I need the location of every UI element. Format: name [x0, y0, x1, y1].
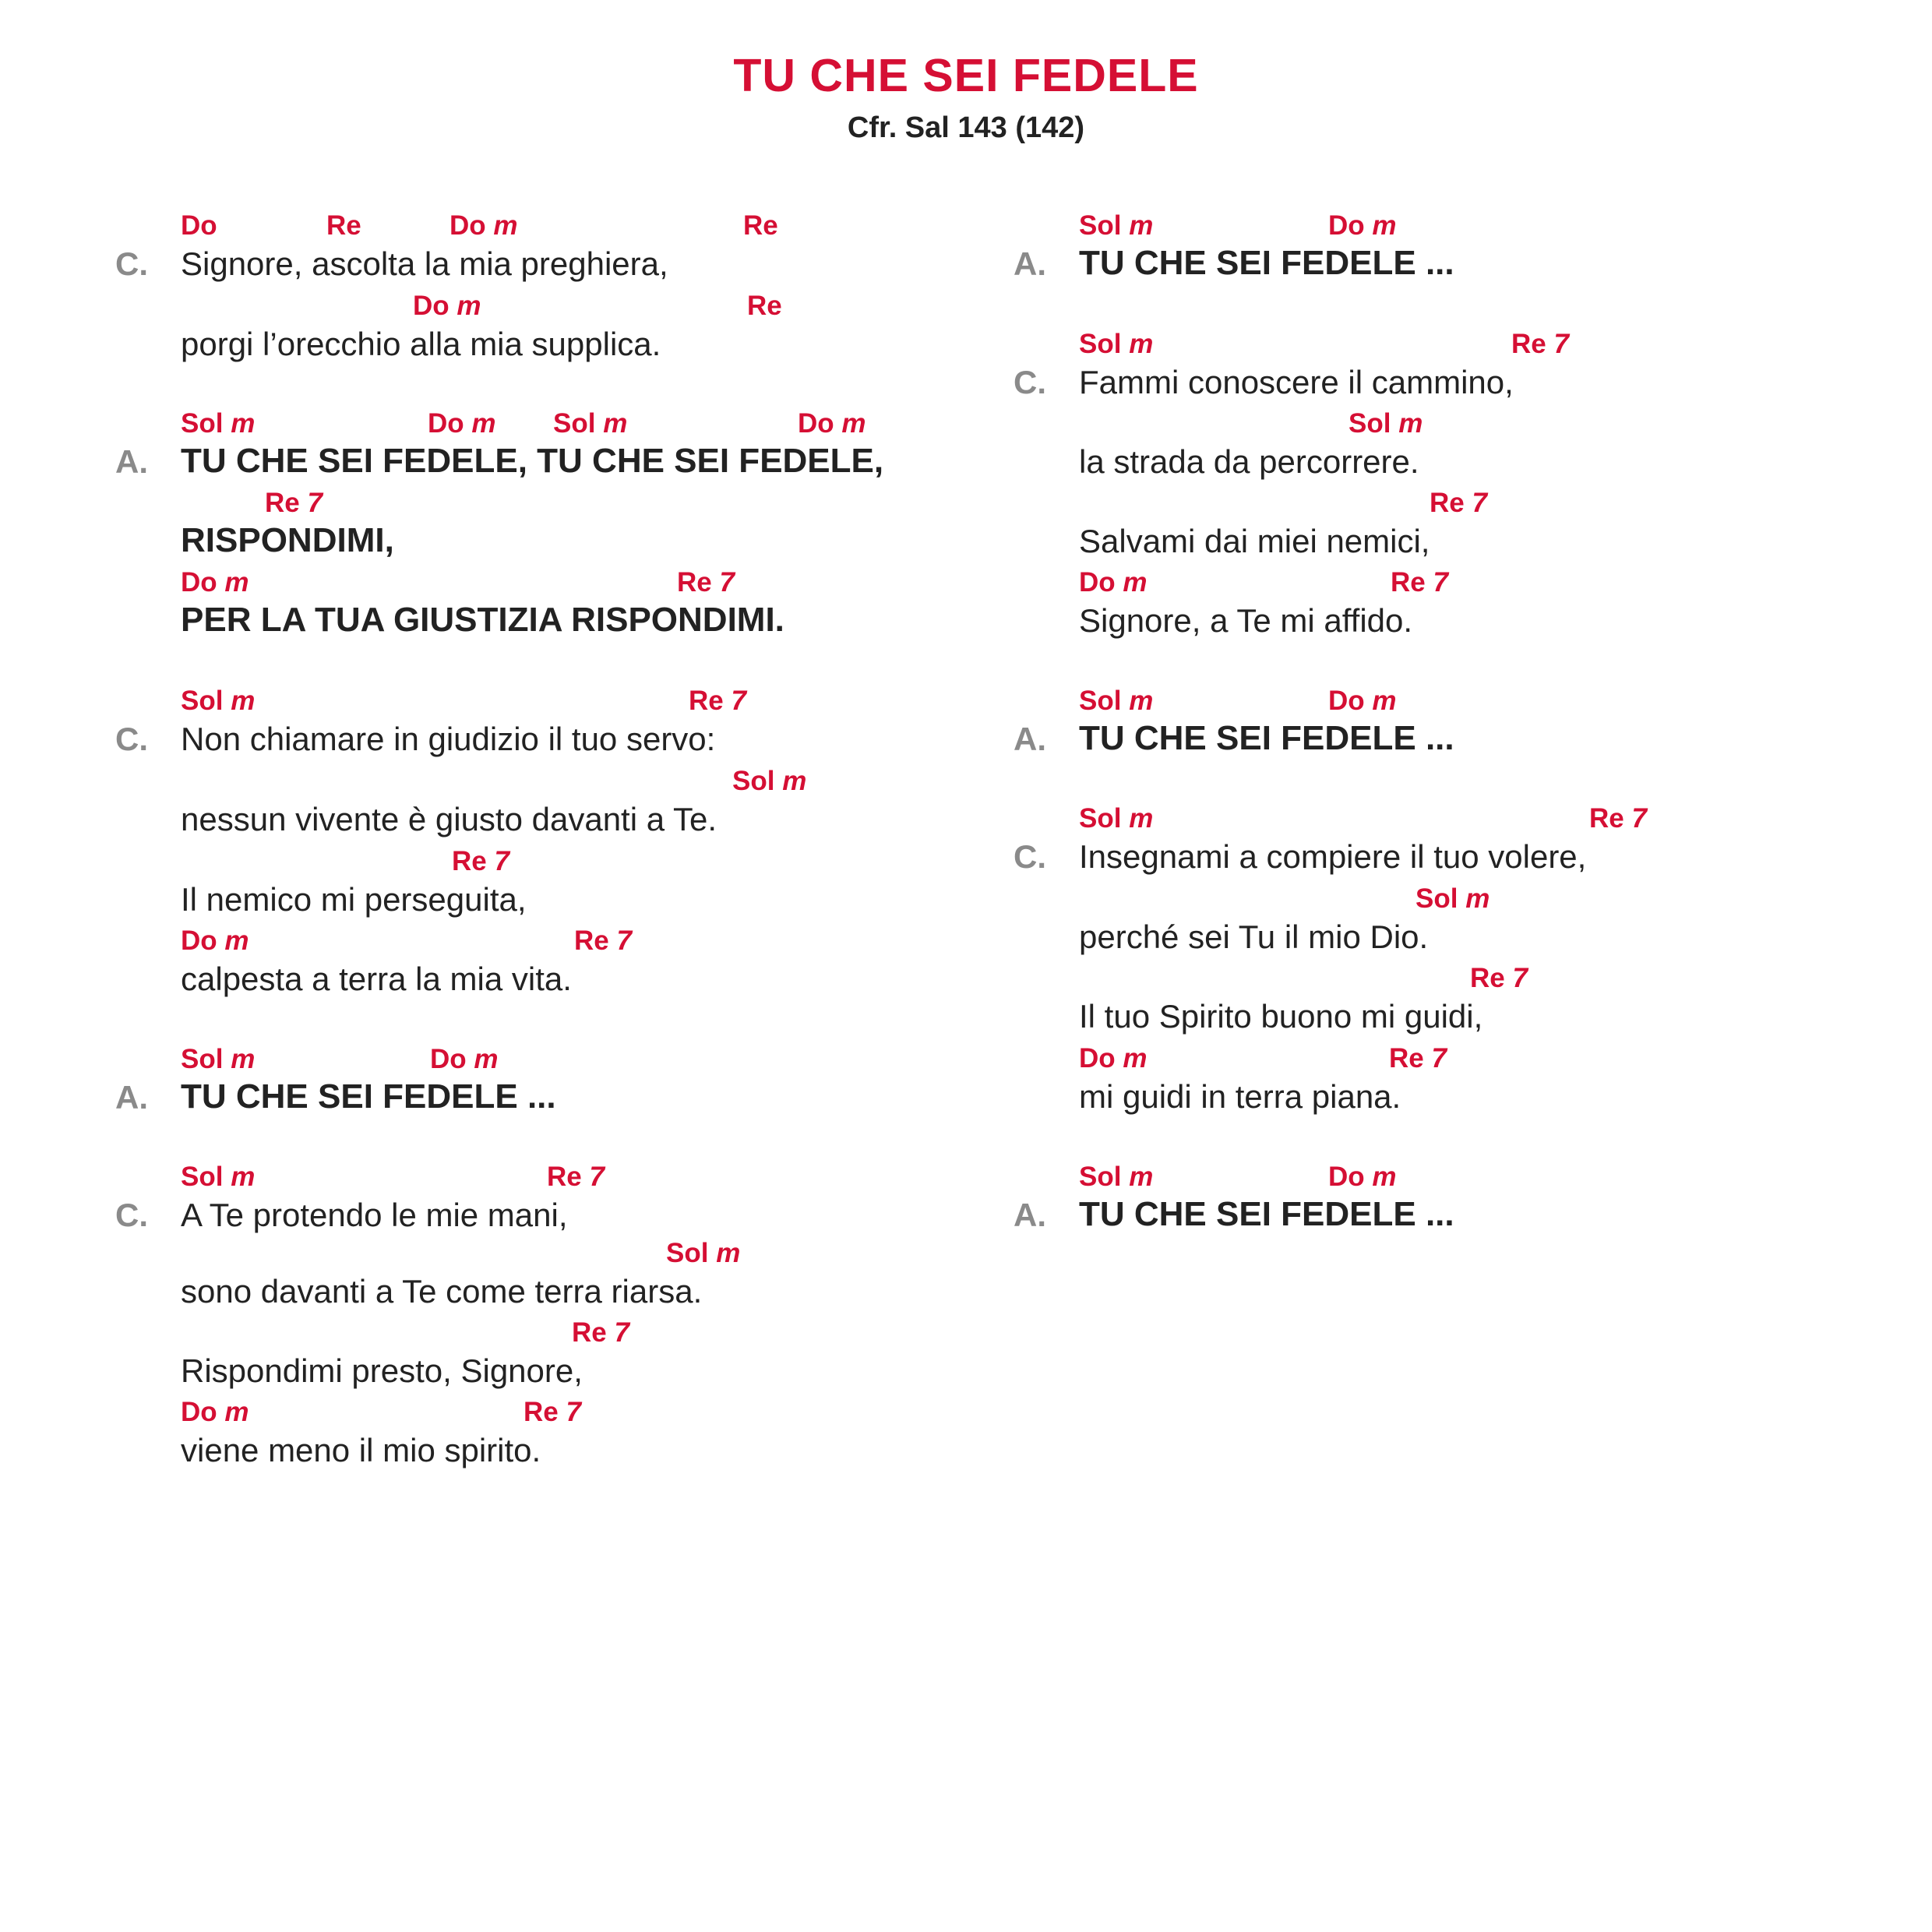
chord-quality: m	[231, 408, 256, 439]
refrain-line	[1014, 686, 1932, 757]
role-marker: A.	[115, 1079, 148, 1116]
chord-root: Re	[747, 291, 782, 321]
verse-line	[181, 1239, 1038, 1308]
lyric-text: TU CHE SEI FEDELE ...	[181, 1077, 556, 1116]
lyric-text: Il tuo Spirito buono mi guidi,	[1079, 998, 1483, 1035]
chord-quality: m	[231, 1162, 256, 1192]
chord-quality: m	[1129, 1162, 1154, 1192]
chord-root: Do	[413, 291, 450, 321]
chord-root: Do	[181, 210, 217, 241]
chord-label	[574, 927, 632, 954]
lyric-text: Signore, a Te mi affido.	[1079, 602, 1413, 639]
chord-quality: 7	[614, 1317, 629, 1348]
chord-quality: m	[603, 408, 628, 439]
chord-label	[1079, 569, 1148, 596]
chord-quality: 7	[1631, 803, 1647, 834]
chord-quality: m	[1465, 883, 1490, 914]
chord-root: Sol	[1079, 210, 1122, 241]
chord-label	[1328, 212, 1397, 239]
refrain-line	[115, 408, 1038, 480]
lyric-text: nessun vivente è giusto davanti a Te.	[181, 801, 717, 837]
chord-quality: m	[474, 1044, 499, 1074]
verse-line	[1079, 885, 1932, 954]
chord-label	[452, 848, 509, 875]
lyric-text: calpesta a terra la mia vita.	[181, 961, 572, 997]
chord-label	[181, 1045, 255, 1073]
chord-root: Sol	[553, 408, 596, 439]
chord-quality: 7	[566, 1397, 581, 1427]
chord-root: Do	[181, 567, 217, 598]
chord-label	[689, 687, 746, 714]
chord-label	[1470, 964, 1528, 992]
chord-root: Sol	[181, 686, 224, 716]
lyric-text: viene meno il mio spirito.	[181, 1432, 541, 1468]
song-title: TU CHE SEI FEDELE	[733, 50, 1199, 101]
chord-label	[1079, 212, 1153, 239]
chord-root: Sol	[732, 766, 775, 796]
lyric-text: sono davanti a Te come terra riarsa.	[181, 1273, 703, 1310]
chord-label	[1430, 489, 1487, 516]
chord-root: Sol	[181, 408, 224, 439]
lyric-text: Insegnami a compiere il tuo volere,	[1079, 838, 1587, 875]
lyric-text: la strada da percorrere.	[1079, 443, 1419, 480]
chord-root: Re	[743, 210, 778, 241]
verse-line	[1079, 569, 1932, 637]
lyric-text: PER LA TUA GIUSTIZIA RISPONDIMI.	[181, 601, 784, 639]
chord-root: Do	[430, 1044, 467, 1074]
chord-root: Re	[574, 925, 609, 956]
chord-root: Do	[181, 1397, 217, 1427]
lyric-text: perché sei Tu il mio Dio.	[1079, 918, 1429, 955]
chord-root: Re	[572, 1317, 607, 1348]
chord-label	[1328, 1163, 1397, 1190]
chord-label	[553, 410, 627, 437]
chord-root: Re	[689, 686, 724, 716]
refrain-line	[181, 569, 1038, 637]
chord-quality: m	[1372, 210, 1397, 241]
chord-root: Sol	[1079, 686, 1122, 716]
chord-root: Do	[798, 408, 834, 439]
chord-quality: m	[224, 925, 249, 956]
chord-root: Re	[1389, 1043, 1424, 1074]
chord-root: Do	[181, 925, 217, 956]
chord-quality: m	[224, 567, 249, 598]
role-marker: C.	[1014, 838, 1046, 875]
verse-line	[181, 767, 1038, 836]
chord-quality: m	[782, 766, 807, 796]
chord-root: Sol	[181, 1044, 224, 1074]
verse-line	[115, 1162, 1038, 1233]
chord-root: Re	[326, 210, 361, 241]
chord-quality: m	[471, 408, 496, 439]
chord-quality: m	[493, 210, 518, 241]
chord-root: Do	[1079, 1043, 1116, 1074]
chord-label	[798, 410, 866, 437]
chord-label	[181, 927, 249, 954]
lyric-text: TU CHE SEI FEDELE ...	[1079, 1195, 1454, 1233]
verse-line	[181, 292, 1038, 361]
chord-label	[1389, 1045, 1447, 1072]
verse-line	[1079, 489, 1932, 558]
chord-label	[181, 687, 255, 714]
chord-quality: m	[1129, 686, 1154, 716]
chord-label	[1589, 805, 1647, 832]
chord-label	[430, 1045, 499, 1073]
chord-label	[524, 1398, 581, 1426]
chord-quality: m	[1129, 329, 1154, 359]
chord-root: Sol	[1349, 408, 1391, 439]
chord-root: Do	[1328, 686, 1365, 716]
lyric-text: Non chiamare in giudizio il tuo servo:	[181, 721, 716, 757]
chord-quality: m	[231, 686, 256, 716]
chord-label	[572, 1319, 629, 1346]
lyric-text: Rispondimi presto, Signore,	[181, 1352, 583, 1389]
chord-root: Re	[547, 1162, 582, 1192]
chord-quality: m	[1129, 210, 1154, 241]
refrain-line	[181, 489, 1038, 558]
chord-quality: 7	[731, 686, 746, 716]
chord-quality: m	[457, 291, 481, 321]
verse-line	[1079, 410, 1932, 478]
chord-label	[1328, 687, 1397, 714]
chord-quality: 7	[1512, 963, 1528, 993]
chord-quality: m	[1372, 686, 1397, 716]
chord-root: Re	[677, 567, 712, 598]
refrain-line	[1014, 1162, 1932, 1233]
chord-root: Do	[428, 408, 464, 439]
chord-label	[1511, 330, 1569, 358]
chord-root: Re	[265, 488, 300, 518]
role-marker: C.	[115, 245, 148, 282]
chord-root: Sol	[666, 1238, 709, 1268]
chord-label	[677, 569, 735, 596]
chord-quality: m	[231, 1044, 256, 1074]
chord-quality: 7	[1553, 329, 1569, 359]
verse-line	[1079, 964, 1932, 1033]
chord-label	[1079, 1045, 1148, 1072]
chord-root: Do	[450, 210, 486, 241]
verse-line	[181, 1319, 1038, 1387]
verse-line	[181, 927, 1038, 996]
lyric-text: Il nemico mi perseguita,	[181, 881, 527, 918]
lyric-text: TU CHE SEI FEDELE ...	[1079, 244, 1454, 282]
chord-root: Re	[1470, 963, 1505, 993]
chord-quality: m	[1398, 408, 1423, 439]
lyric-text: A Te protendo le mie mani,	[181, 1197, 568, 1233]
chord-quality: m	[1372, 1162, 1397, 1192]
chord-label	[265, 489, 323, 516]
chord-label	[181, 410, 255, 437]
chord-quality: m	[1129, 803, 1154, 834]
chord-quality: m	[1123, 567, 1148, 598]
chord-root: Sol	[1079, 1162, 1122, 1192]
chord-root: Sol	[181, 1162, 224, 1192]
verse-line	[181, 1398, 1038, 1467]
chord-label	[1079, 687, 1153, 714]
refrain-line	[115, 1044, 1038, 1116]
chord-label	[732, 767, 806, 795]
chord-root: Do	[1328, 1162, 1365, 1192]
chord-quality: 7	[719, 567, 735, 598]
chord-quality: m	[716, 1238, 741, 1268]
lyric-text: Signore, ascolta la mia preghiera,	[181, 245, 668, 282]
chord-label	[1079, 805, 1153, 832]
role-marker: A.	[1014, 721, 1046, 757]
lyric-text: TU CHE SEI FEDELE, TU CHE SEI FEDELE,	[181, 442, 884, 480]
verse-line	[1014, 803, 1932, 875]
refrain-line	[1014, 210, 1932, 282]
chord-root: Re	[1511, 329, 1546, 359]
chord-quality: 7	[616, 925, 632, 956]
chord-label	[326, 212, 361, 239]
verse-line	[1079, 1045, 1932, 1113]
chord-label	[1416, 885, 1490, 912]
lyric-text: Fammi conoscere il cammino,	[1079, 364, 1514, 400]
chord-label	[743, 212, 778, 239]
lyric-text: mi guidi in terra piana.	[1079, 1078, 1401, 1115]
left-column	[115, 0, 1038, 1932]
chord-label	[1349, 410, 1423, 437]
chord-root: Re	[1391, 567, 1426, 598]
chord-root: Re	[1589, 803, 1624, 834]
role-marker: C.	[115, 721, 148, 757]
verse-line	[115, 210, 1038, 282]
role-marker: C.	[115, 1197, 148, 1233]
chord-quality: 7	[307, 488, 323, 518]
verse-line	[115, 686, 1038, 757]
chord-label	[428, 410, 496, 437]
chord-label	[547, 1163, 605, 1190]
role-marker: A.	[1014, 245, 1046, 282]
chord-quality: 7	[589, 1162, 605, 1192]
lyric-text: porgi l’orecchio alla mia supplica.	[181, 326, 661, 362]
chord-quality: 7	[494, 846, 509, 876]
lyric-text: TU CHE SEI FEDELE ...	[1079, 719, 1454, 757]
chord-label	[1391, 569, 1448, 596]
song-subtitle: Cfr. Sal 143 (142)	[847, 111, 1085, 144]
lyric-text: RISPONDIMI,	[181, 521, 394, 559]
chord-label	[181, 1163, 255, 1190]
chord-label	[666, 1239, 740, 1267]
chord-root: Sol	[1416, 883, 1458, 914]
lyric-text: Salvami dai miei nemici,	[1079, 523, 1430, 559]
chord-label	[1079, 330, 1153, 358]
chord-root: Do	[1328, 210, 1365, 241]
chord-label	[181, 1398, 249, 1426]
chord-quality: 7	[1433, 567, 1448, 598]
chord-root: Do	[1079, 567, 1116, 598]
chord-root: Sol	[1079, 329, 1122, 359]
verse-line	[1014, 329, 1932, 400]
chord-root: Re	[524, 1397, 559, 1427]
chord-root: Sol	[1079, 803, 1122, 834]
role-marker: A.	[1014, 1197, 1046, 1233]
chord-label	[181, 569, 249, 596]
chord-quality: 7	[1431, 1043, 1447, 1074]
chord-quality: 7	[1472, 488, 1487, 518]
chord-quality: m	[1123, 1043, 1148, 1074]
chord-label	[450, 212, 518, 239]
right-column	[1014, 0, 1932, 1932]
chord-label	[181, 212, 217, 239]
chord-root: Re	[452, 846, 487, 876]
role-marker: A.	[115, 443, 148, 480]
verse-line	[181, 848, 1038, 916]
chord-root: Re	[1430, 488, 1465, 518]
chord-quality: m	[224, 1397, 249, 1427]
chord-label	[1079, 1163, 1153, 1190]
role-marker: C.	[1014, 364, 1046, 400]
chord-label	[413, 292, 481, 319]
chord-label	[747, 292, 782, 319]
chord-quality: m	[841, 408, 866, 439]
